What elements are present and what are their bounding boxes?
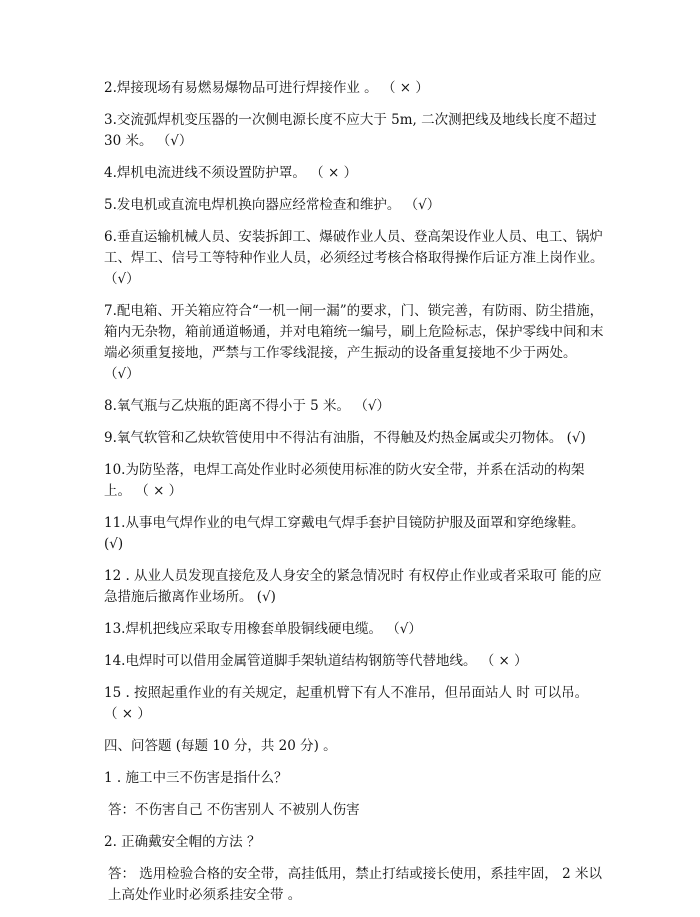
judgement-item-2: 2.焊接现场有易燃易爆物品可进行焊接作业 。 （ × ） xyxy=(104,80,429,96)
question-1: 1 . 施工中三不伤害是指什么？ xyxy=(104,770,288,786)
judgement-item-4: 4.焊机电流进线不须设置防护罩。 （ × ） xyxy=(104,165,358,181)
answer-1: 答：不伤害自己 不伤害别人 不被别人伤害 xyxy=(108,802,360,818)
judgement-item-11: 11.从事电气焊作业的电气焊工穿戴电气焊手套护目镜防护服及面罩和穿绝缘鞋。 (√) xyxy=(104,515,585,552)
section-title: 四、问答题 (每题 10 分，共 20 分) 。 xyxy=(104,738,337,754)
judgement-item-15: 15 . 按照起重作业的有关规定，起重机臂下有人不准吊，但吊面站人 时 可以吊。 （ × ） xyxy=(104,685,589,722)
document-page xyxy=(104,78,604,917)
judgement-item-14: 14.电焊时可以借用金属管道脚手架轨道结构钢筋等代替地线。 （ × ） xyxy=(104,653,528,669)
answer-2: 答： 选用检验合格的安全带，高挂低用，禁止打结或接长使用，系挂牢固， 2 米以上高处作业时必须系挂安全带 。 xyxy=(108,866,602,903)
judgement-item-12: 12 . 从业人员发现直接危及人身安全的紧急情况时 有权停止作业或者采取可 能的应急措施后撤离作业场所。 (√) xyxy=(104,568,602,605)
judgement-item-7: 7.配电箱、开关箱应符合“一机一闸一漏”的要求，门、锁完善，有防雨、防尘措施，箱内无杂物，箱前通道畅通，并对电箱统一编号，刷上危险标志，保护零线中间和末端必须重复接地，严禁与工作零线混接，产生振动的设备重复接地不少于两处。 （√） xyxy=(104,303,604,382)
judgement-item-9: 9.氧气软管和乙炔软管使用中不得沾有油脂，不得触及灼热金属或尖刃物体。 (√) xyxy=(104,430,586,446)
judgement-item-5: 5.发电机或直流电焊机换向器应经常检查和维护。 （√） xyxy=(104,197,441,213)
judgement-item-13: 13.焊机把线应采取专用橡套单股铜线硬电缆。 （√） xyxy=(104,621,422,637)
judgement-item-10: 10.为防坠落，电焊工高处作业时必须使用标准的防火安全带，并系在活动的构架上。 （ × ） xyxy=(104,462,585,499)
judgement-item-3: 3.交流弧焊机变压器的一次侧电源长度不应大于 5m, 二次测把线及地线长度不超过30 米。 （√） xyxy=(104,112,597,149)
question-2: 2. 正确戴安全帽的方法 ？ xyxy=(104,834,261,850)
judgement-item-8: 8.氧气瓶与乙炔瓶的距离不得小于 5 米。 （√） xyxy=(104,398,390,414)
judgement-item-6: 6.垂直运输机械人员、安装拆卸工、爆破作业人员、登高架设作业人员、电工、锅炉工、焊工、信号工等特种作业人员，必须经过考核合格取得操作后证方准上岗作业。 （√） xyxy=(104,229,604,287)
